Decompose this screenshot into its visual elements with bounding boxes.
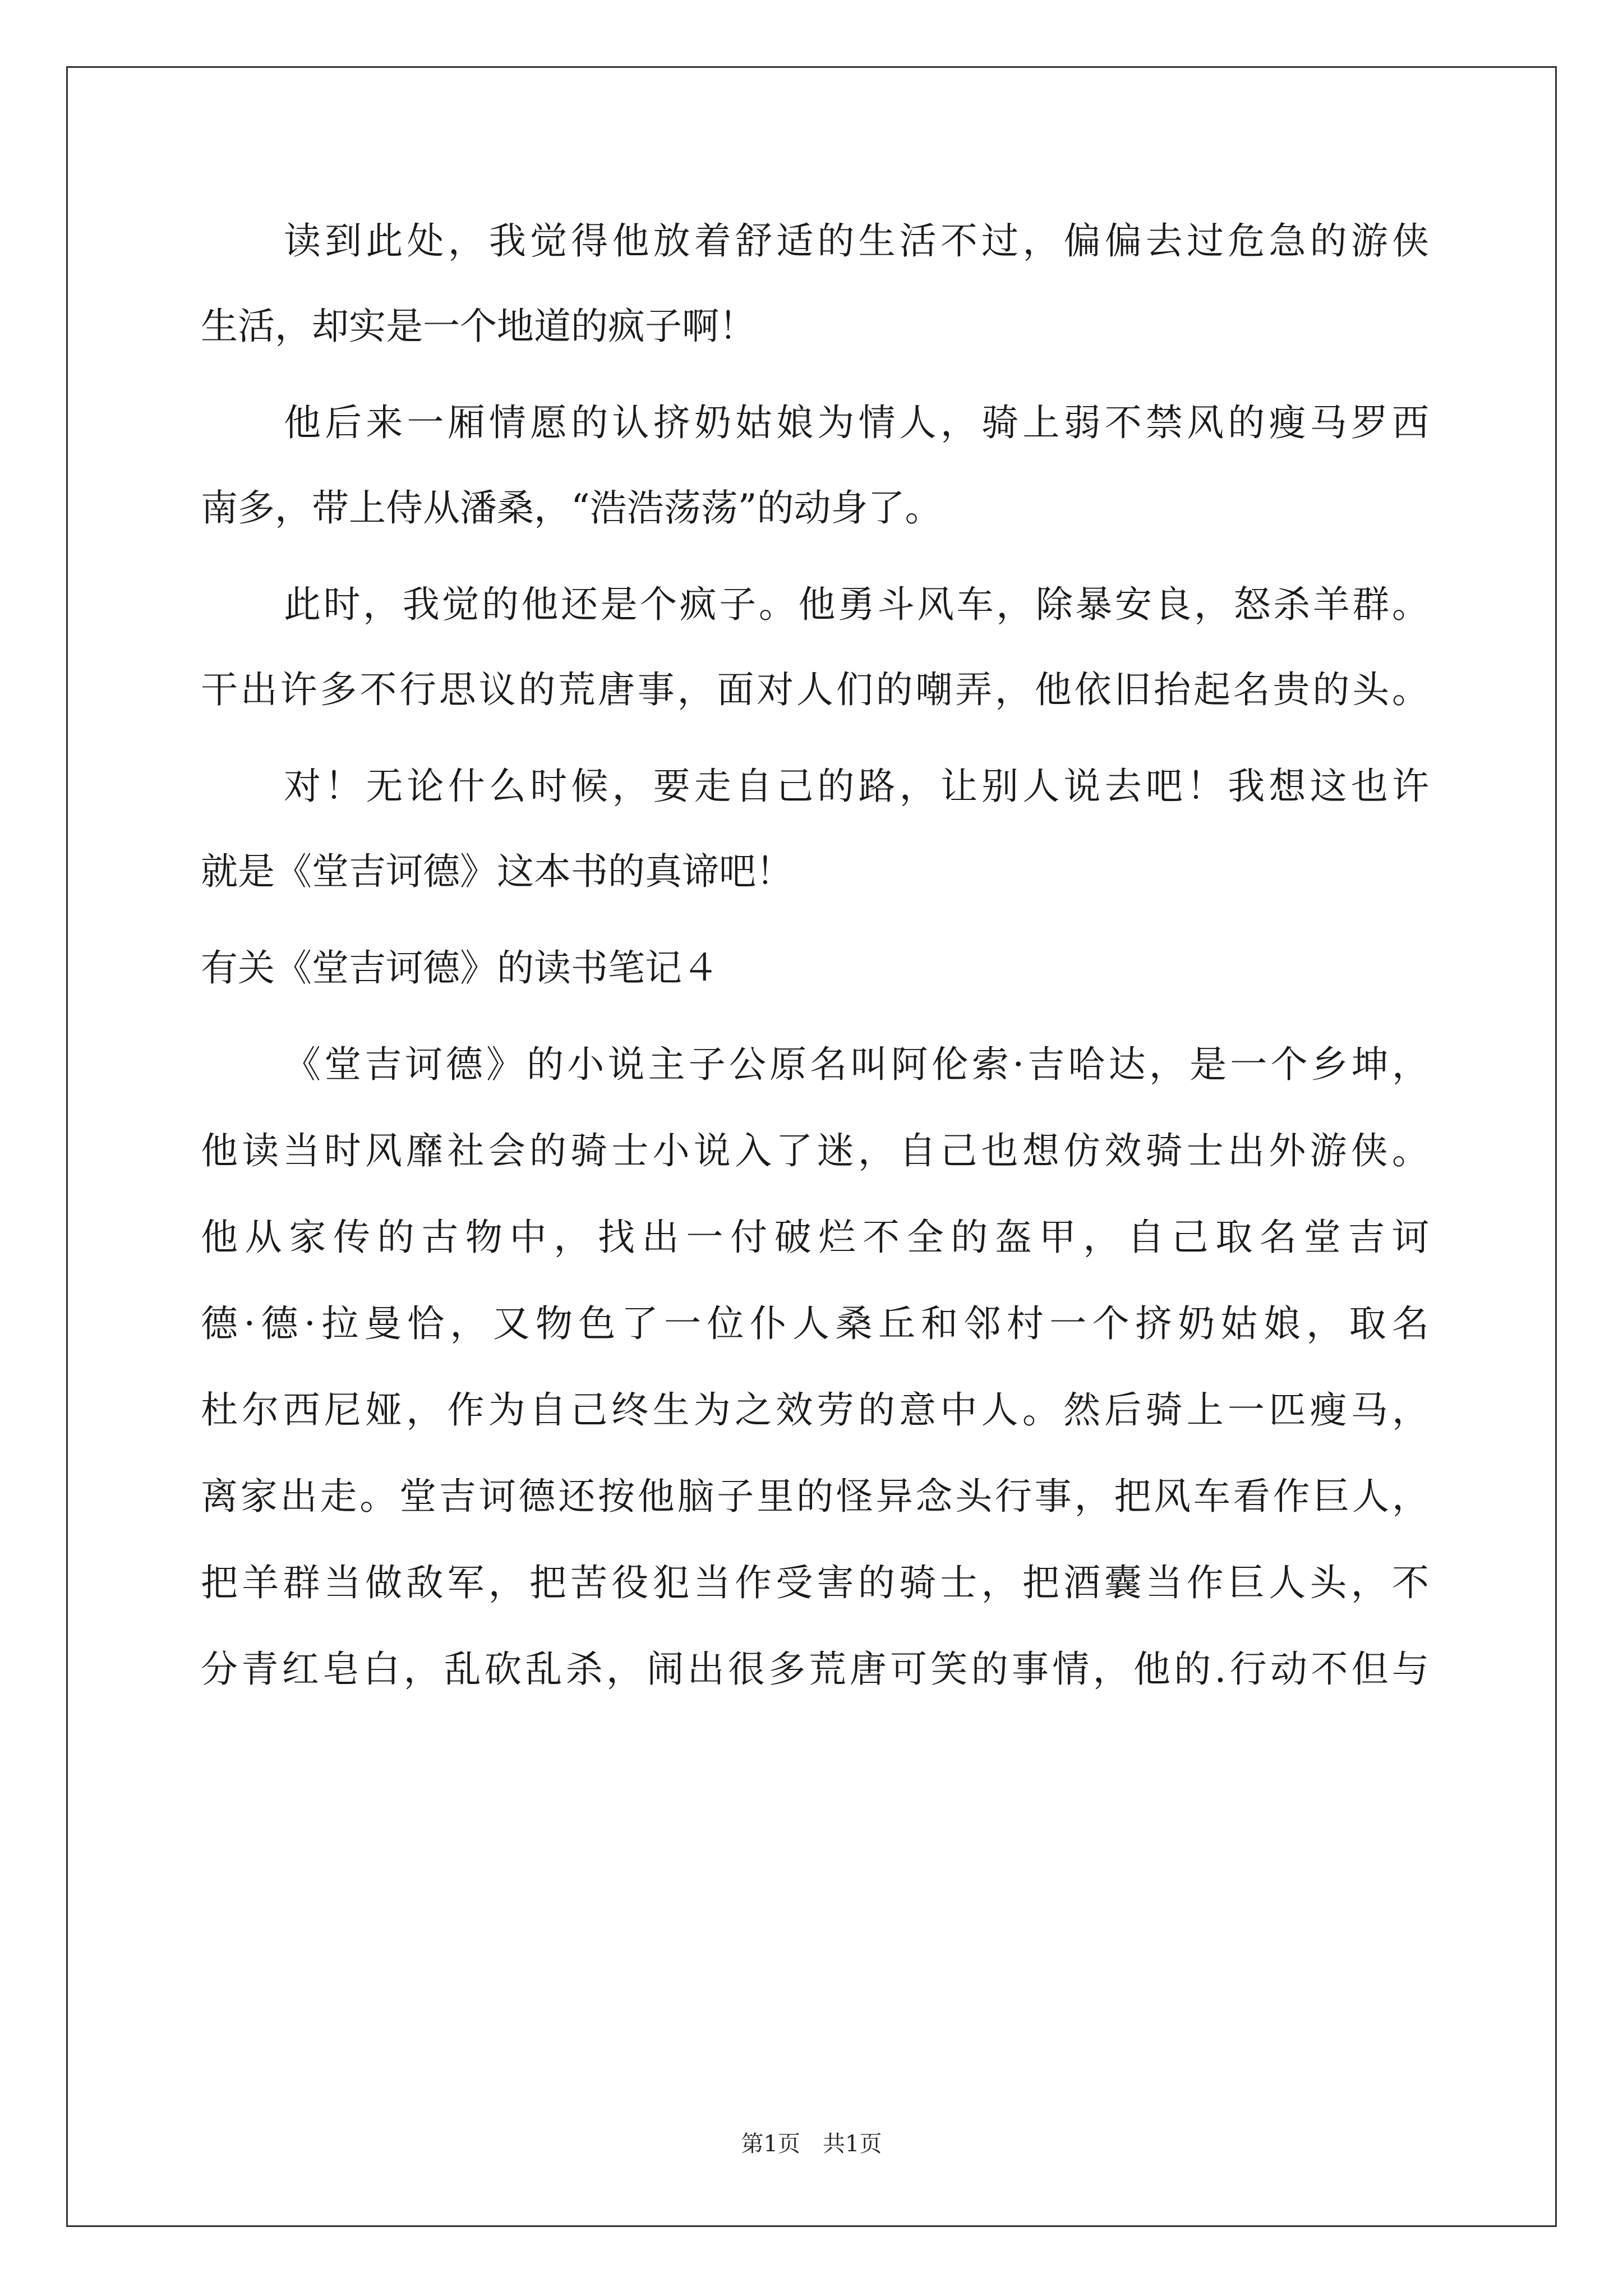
paragraph-5-line-4: 德·德·拉曼恰，又物色了一位仆人桑丘和邻村一个挤奶姑娘，取名 (201, 1302, 1429, 1345)
paragraph-3-line-2: 干出许多不行思议的荒唐事，面对人们的嘲弄，他依旧抬起名贵的头。 (201, 668, 1429, 711)
paragraph-5-line-6: 离家出走。堂吉诃德还按他脑子里的怪异念头行事，把风车看作巨人， (201, 1475, 1429, 1518)
paragraph-1-line-1: 读到此处，我觉得他放着舒适的生活不过，偏偏去过危急的游侠 (284, 219, 1429, 263)
paragraph-4-line-2: 就是《堂吉诃德》这本书的真谛吧！ (201, 850, 793, 893)
paragraph-2-line-2: 南多，带上侍从潘桑，“浩浩荡荡”的动身了。 (201, 486, 942, 530)
paragraph-5-line-1: 《堂吉诃德》的小说主子公原名叫阿伦索·吉哈达，是一个乡坤， (284, 1043, 1429, 1086)
paragraph-2-line-1: 他后来一厢情愿的认挤奶姑娘为情人，骑上弱不禁风的瘦马罗西 (284, 401, 1429, 444)
paragraph-5-line-3: 他从家传的古物中，找出一付破烂不全的盔甲，自己取名堂吉诃 (201, 1216, 1429, 1259)
section-heading: 有关《堂吉诃德》的读书笔记４ (201, 946, 719, 990)
paragraph-5-line-8: 分青红皂白，乱砍乱杀，闹出很多荒唐可笑的事情，他的.行动不但与 (201, 1648, 1429, 1691)
paragraph-3-line-1: 此时，我觉的他还是个疯子。他勇斗风车，除暴安良，怒杀羊群。 (284, 583, 1429, 626)
paragraph-5-line-7: 把羊群当做敌军，把苦役犯当作受害的骑士，把酒囊当作巨人头，不 (201, 1561, 1429, 1604)
paragraph-5-line-5: 杜尔西尼娅，作为自己终生为之效劳的意中人。然后骑上一匹瘦马， (201, 1388, 1429, 1432)
paragraph-4-line-1: 对！无论什么时候，要走自己的路，让别人说去吧！我想这也许 (284, 765, 1429, 808)
page-number-footer: 第1页 共1页 (741, 2131, 882, 2157)
paragraph-5-line-2: 他读当时风靡社会的骑士小说入了迷，自己也想仿效骑士出外游侠。 (201, 1129, 1429, 1172)
paragraph-1-line-2: 生活，却实是一个地道的疯子啊！ (201, 305, 756, 348)
